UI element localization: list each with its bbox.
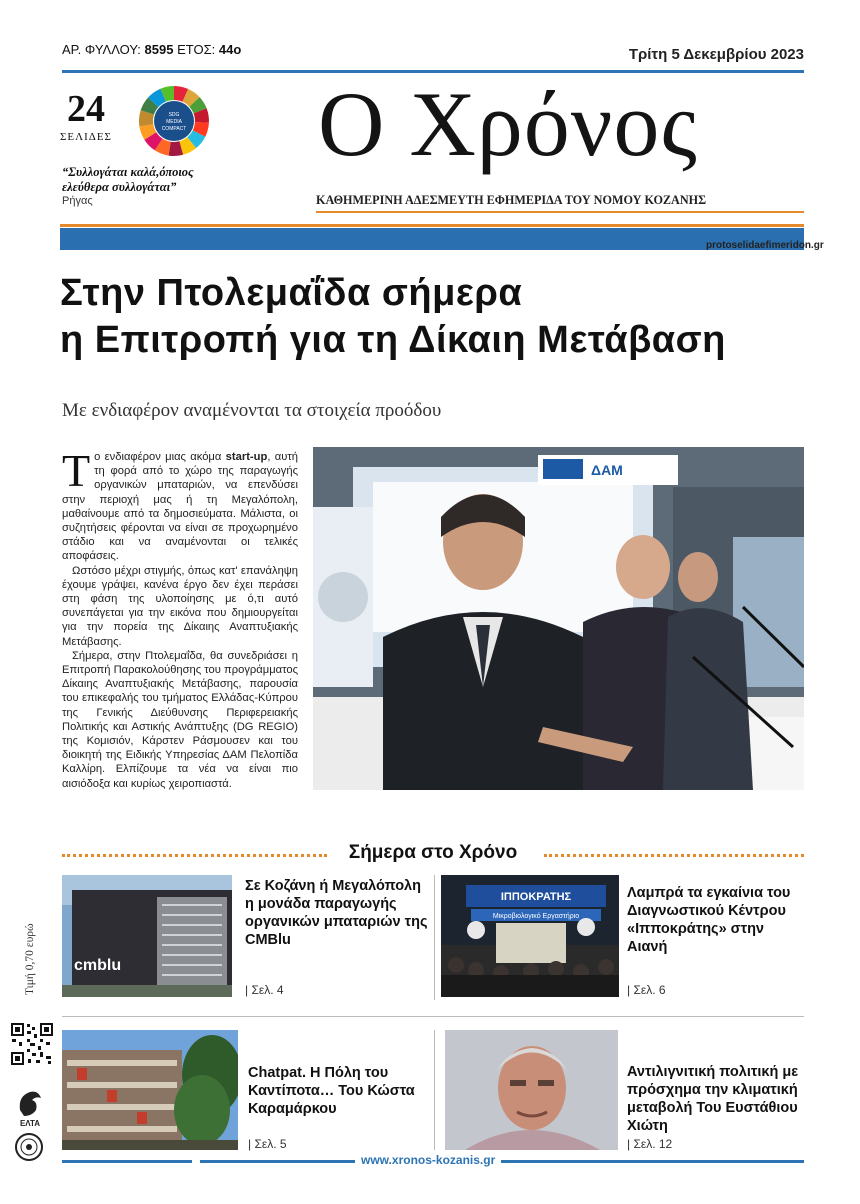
article-paragraph: Ωστόσο μέχρι στιγμής, όπως κατ' επανάληψη έχουμε γράψει, κανένα έργο δεν έχει περάσει στη φάση της υλοποίησης με ό,τι αυτό συνεπάγεται για την εικόνα που δημιουργείται για την πορεία της Δίκαιης Αναπτυξιακής Μετάβασης. — [62, 564, 298, 648]
article-paragraph: Το ενδιαφέρον μιας ακόμα start-up, αυτή τη φορά από το χώρο της παραγωγής οργανικών μπαταριών, να επενδύσει στην περιοχή μας ή τη Μεγαλόπολη, μαθαίνουμε από τα δημοσιεύματα. Μάλιστα, οι συζητήσεις φέρονται να είναι σε προχωρημένο στάδιο και να αναμένονται οι τελικές αποφάσεις. — [62, 445, 298, 563]
elta-logo-text: ΕΛΤΑ — [19, 1119, 41, 1128]
drop-cap: Τ — [62, 445, 91, 496]
teaser-image-cmblu[interactable] — [62, 875, 232, 997]
article-paragraph: Σήμερα, στην Πτολεμαΐδα, θα συνεδριάσει η Επιτροπή Παρακολούθησης του προγράμματος Δίκαιης Αναπτυξιακής Μετάβασης, παρουσία του επικεφαλής του τμήματος Ελλάδας-Κύπρου της Γενικής Διεύθυνσης Περιφερειακής Πολιτικής και Αστικής Ανάπτυξης (DG REGIO) της Κομισιόν, Κάρστεν Ράσμουσεν και του διοικητή της Ειδικής Υπηρεσίας ΔΑΜ Πελοπίδα Καλλίρη. Ελπίζουμε τα νέα να είναι πιο αισιόδοξα και κυρίως χειροπιαστά. — [62, 649, 298, 790]
price-label: Τιμή 0,70 ευρώ — [24, 923, 36, 995]
teaser-title[interactable]: Chatpat. Η Πόλη του Καντίποτα… Του Κώστα Καραμάρκου — [248, 1065, 415, 1117]
teaser-page-ref: | Σελ. 5 — [248, 1137, 287, 1151]
page-count: 24 ΣΕΛΙΔΕΣ — [60, 88, 112, 143]
teaser-page-ref: | Σελ. 6 — [627, 983, 666, 997]
header-blue-bar — [60, 228, 804, 250]
masthead-quote: “Συλλογάται καλά,όποιος ελεύθερα συλλογάται” — [62, 165, 194, 194]
issue-info: ΑΡ. ΦΥΛΛΟΥ: 8595 ΕΤΟΣ: 44ο — [62, 42, 242, 57]
main-story-photo[interactable] — [313, 447, 804, 790]
teaser-page-ref: | Σελ. 12 — [627, 1137, 673, 1151]
section-header — [62, 842, 804, 866]
quote-author: Ρήγας — [62, 195, 93, 207]
row-divider — [62, 1016, 804, 1017]
footer-rule-left — [62, 1160, 192, 1163]
column-divider — [434, 1030, 435, 1150]
teaser-image-chiotis-portrait[interactable] — [445, 1030, 618, 1150]
elta-logo-icon — [14, 1088, 46, 1128]
svg-text:MEDIA: MEDIA — [166, 119, 182, 125]
teaser-image-ippokratis[interactable] — [441, 875, 619, 997]
main-article-body — [62, 445, 298, 791]
footer-rule — [200, 1160, 804, 1163]
svg-text:COMPACT: COMPACT — [161, 126, 187, 132]
newspaper-tagline: ΚΑΘΗΜΕΡΙΝΗ ΑΔΕΣΜΕΥΤΗ ΕΦΗΜΕΡΙΔΑ ΤΟΥ ΝΟΜΟΥ ΚΟΖΑΝΗΣ — [316, 193, 707, 207]
teaser-title[interactable]: Λαμπρά τα εγκαίνια του Διαγνωστικού Κέντρου «Ιπποκράτης» στην Αιανή — [627, 885, 791, 955]
teaser-title[interactable]: Αντιλιγνιτική πολιτική με πρόσχημα την κλιματική μεταβολή Του Ευστάθιου Χιώτη — [627, 1064, 799, 1134]
svg-text:SDG: SDG — [168, 112, 180, 118]
main-headline[interactable]: Στην Πτολεμαΐδα σήμερα η Επιτροπή για τη Δίκαιη Μετάβαση — [60, 272, 726, 361]
main-subheadline: Με ενδιαφέρον αναμένονται τα στοιχεία προόδου — [62, 400, 442, 421]
column-divider — [434, 875, 435, 1000]
header-orange-bar — [60, 224, 804, 227]
newspaper-masthead: Ο Χρόνος — [318, 73, 698, 175]
issue-date: Τρίτη 5 Δεκεμβρίου 2023 — [628, 46, 804, 63]
cmblu-logo-text: cmblu — [74, 957, 122, 974]
website-link[interactable]: www.xronos-kozanis.gr — [355, 1153, 501, 1167]
postal-stamp-icon — [14, 1132, 44, 1162]
source-credit: protoselidaefimeridon.gr — [706, 240, 824, 251]
photo-banner-text: ΔΑΜ — [591, 462, 623, 478]
sdg-media-compact-logo — [138, 85, 210, 157]
ippokratis-sign-subtext: Μικροβιολογικό Εργαστήριο — [492, 913, 580, 920]
teaser-image-chatpat[interactable] — [62, 1030, 238, 1150]
teaser-page-ref: | Σελ. 4 — [245, 983, 284, 997]
qr-code-icon[interactable] — [10, 1022, 54, 1066]
section-title: Σήμερα στο Χρόνο — [348, 842, 518, 863]
tagline-rule — [316, 211, 804, 213]
ippokratis-sign-text: ΙΠΠΟΚΡΑΤΗΣ — [500, 891, 572, 903]
teaser-title[interactable]: Σε Κοζάνη ή Μεγαλόπολη η μονάδα παραγωγής οργανικών μπαταριών της CMBlu — [245, 878, 428, 948]
